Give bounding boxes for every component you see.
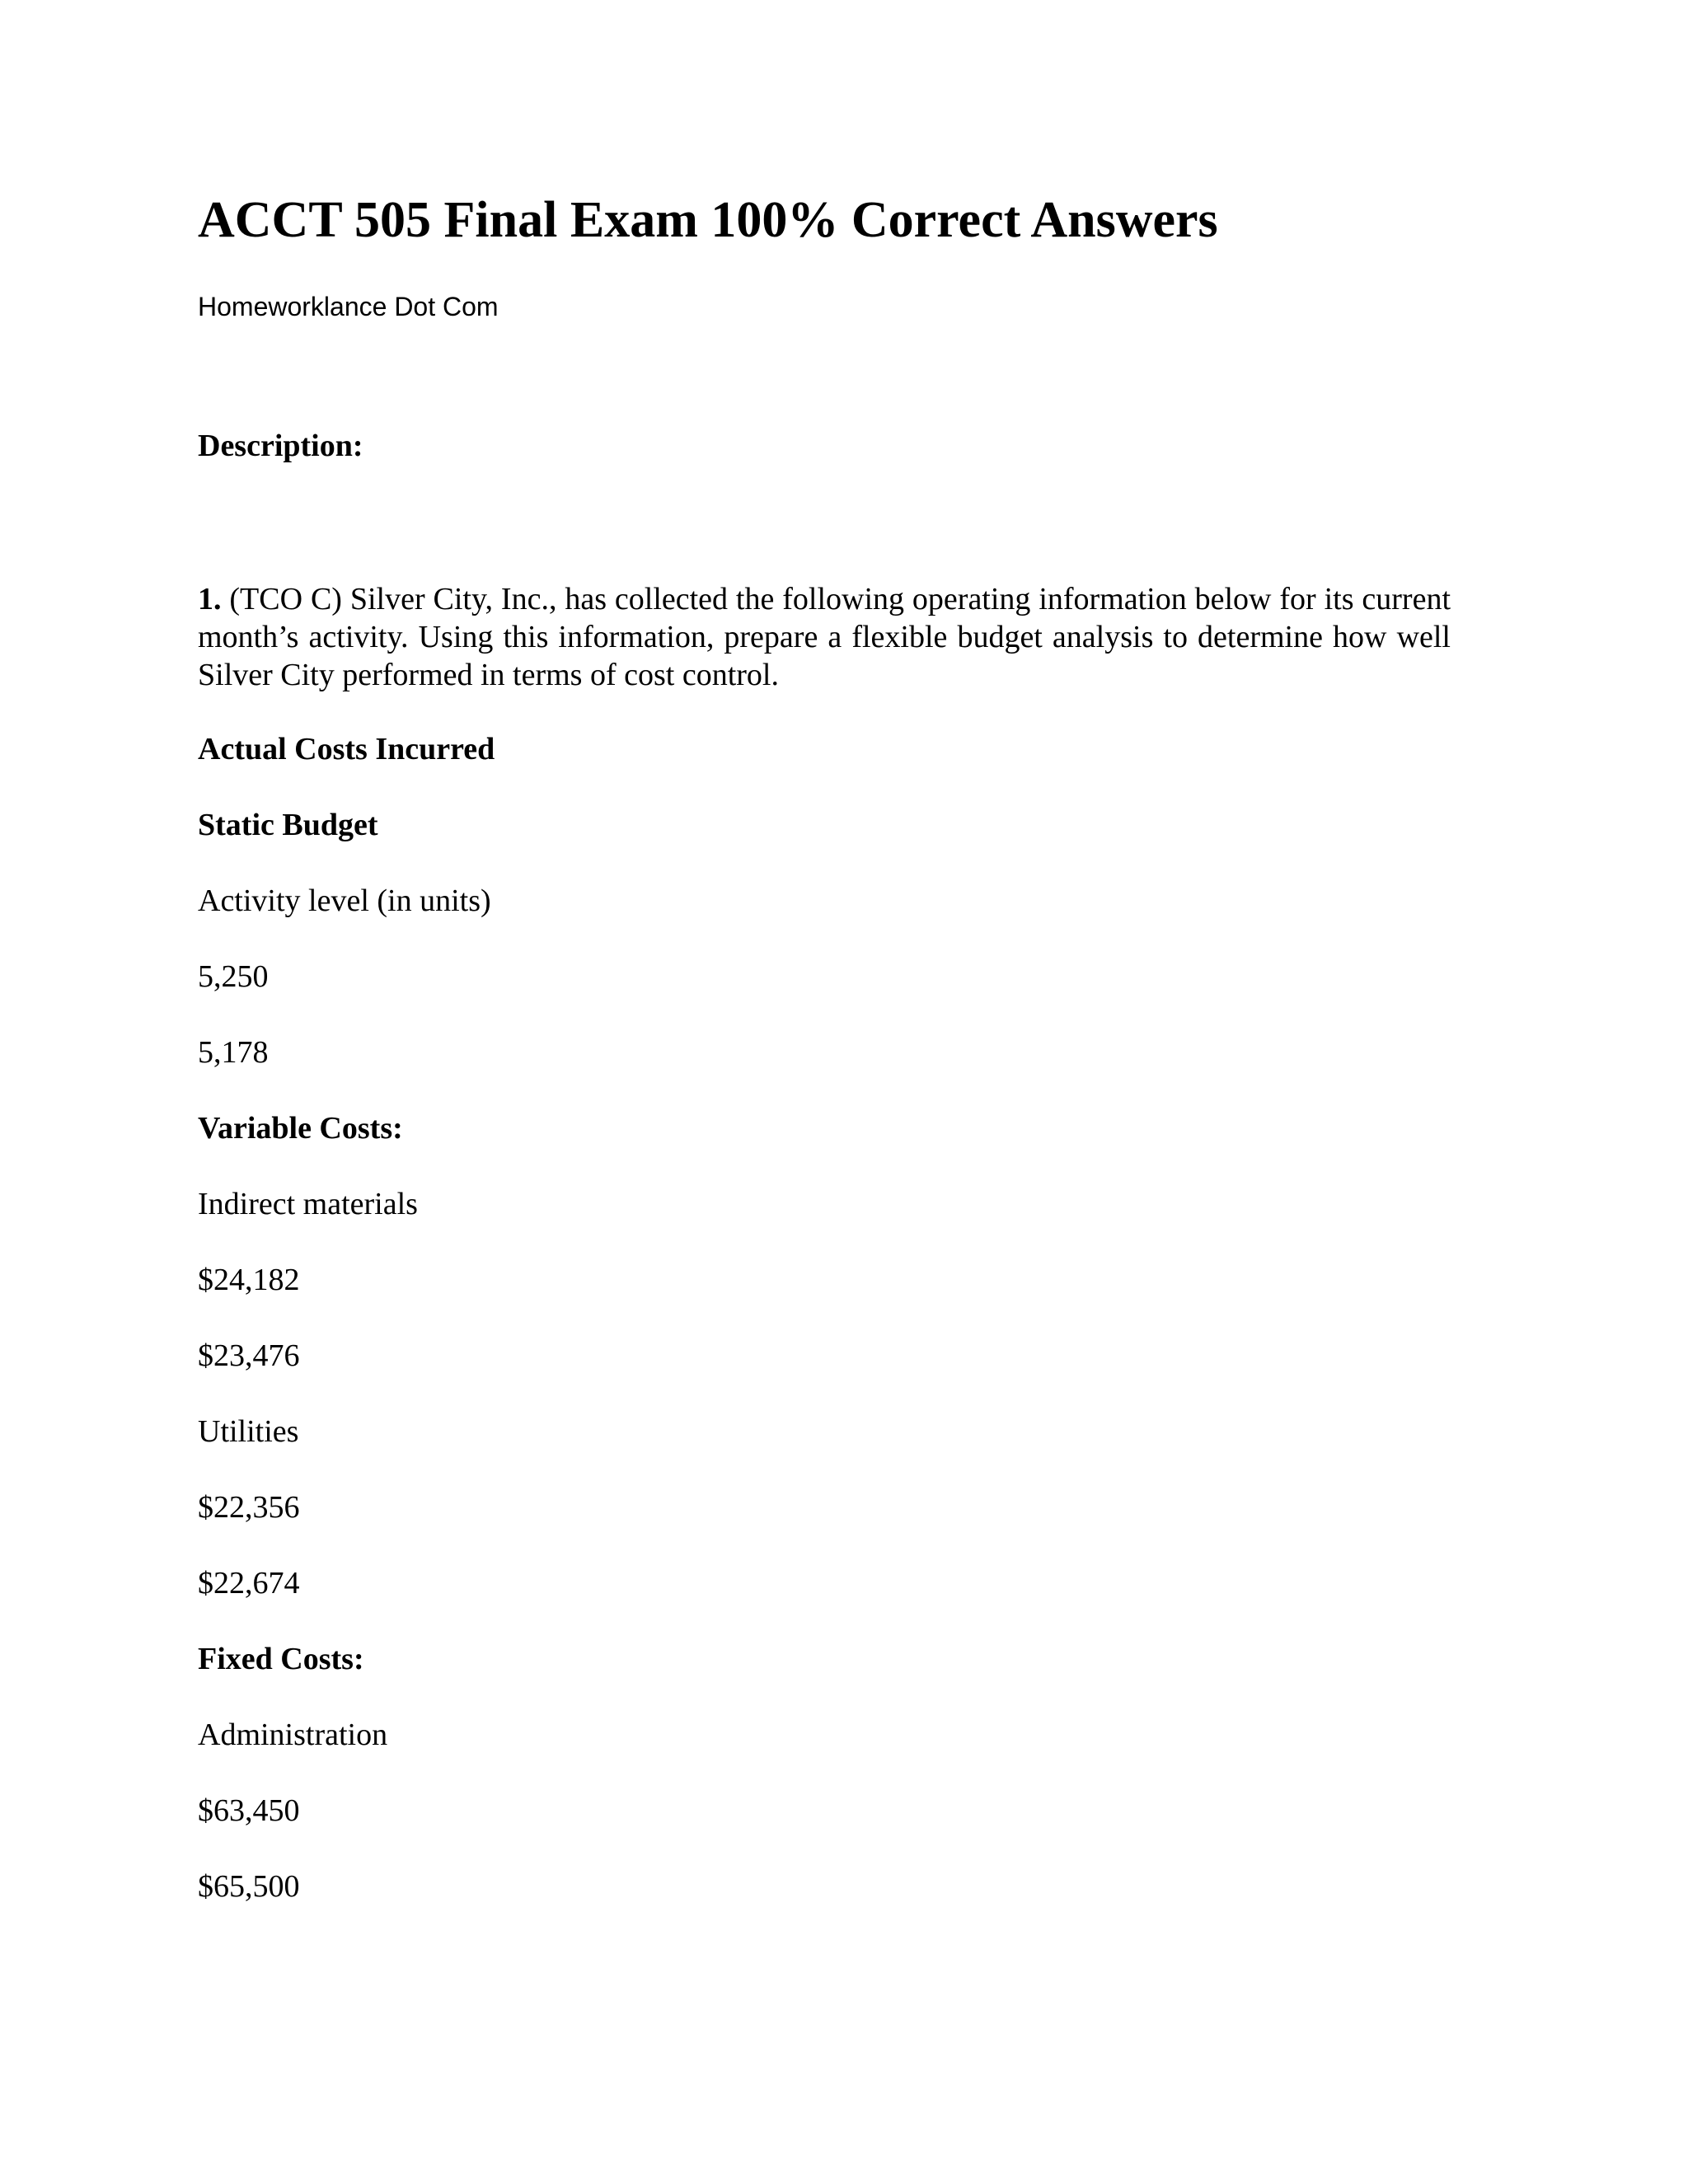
label-activity-level: Activity level (in units) [198, 883, 491, 918]
document-subtitle: Homeworklance Dot Com [198, 292, 499, 321]
value-utilities-static: $22,674 [198, 1566, 300, 1601]
document-title: ACCT 505 Final Exam 100% Correct Answers [198, 192, 1218, 248]
label-administration: Administration [198, 1718, 388, 1752]
label-utilities: Utilities [198, 1414, 299, 1449]
value-administration-static: $65,500 [198, 1869, 300, 1904]
heading-variable-costs: Variable Costs: [198, 1111, 403, 1146]
heading-actual-costs: Actual Costs Incurred [198, 732, 495, 766]
value-utilities-actual: $22,356 [198, 1490, 300, 1525]
value-administration-actual: $63,450 [198, 1793, 300, 1828]
value-indirect-materials-actual: $24,182 [198, 1263, 300, 1297]
label-indirect-materials: Indirect materials [198, 1187, 418, 1221]
question-number: 1. [198, 582, 222, 616]
value-indirect-materials-static: $23,476 [198, 1338, 300, 1373]
description-heading: Description: [198, 429, 363, 463]
value-activity-actual: 5,250 [198, 959, 269, 994]
question-paragraph [198, 580, 1451, 694]
question-text: (TCO C) Silver City, Inc., has collected the following operating information below for its current month’s activity. Using this information, prepare a flexible budget analysis to determine how well Silver City performed in terms of cost control. [198, 582, 1451, 692]
value-activity-static: 5,178 [198, 1035, 269, 1070]
heading-static-budget: Static Budget [198, 808, 378, 842]
heading-fixed-costs: Fixed Costs: [198, 1642, 364, 1676]
